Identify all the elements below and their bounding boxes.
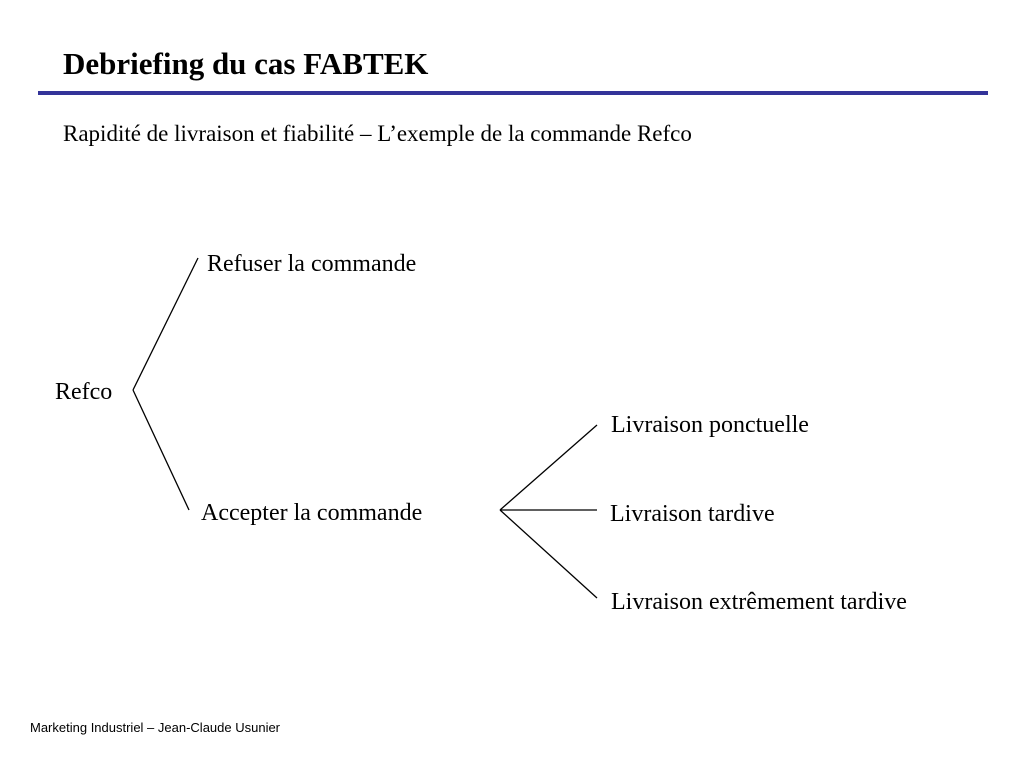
connector-refco-refuse: [133, 258, 198, 390]
tree-node-very-late-delivery: Livraison extrêmement tardive: [611, 589, 907, 615]
slide-title: Debriefing du cas FABTEK: [63, 46, 429, 81]
tree-node-refco: Refco: [55, 379, 113, 405]
tree-node-late-delivery: Livraison tardive: [610, 501, 775, 527]
connector-accept-ontime: [500, 425, 597, 510]
connector-accept-verylate: [500, 510, 597, 598]
tree-node-accept-order: Accepter la commande: [201, 500, 423, 526]
tree-node-on-time-delivery: Livraison ponctuelle: [611, 412, 809, 438]
slide-footer: Marketing Industriel – Jean-Claude Usunier: [30, 720, 281, 735]
title-underline: [38, 91, 988, 95]
connector-refco-accept: [133, 390, 189, 510]
slide-subtitle: Rapidité de livraison et fiabilité – L’exemple de la commande Refco: [63, 121, 692, 146]
tree-node-refuse-order: Refuser la commande: [207, 251, 417, 277]
